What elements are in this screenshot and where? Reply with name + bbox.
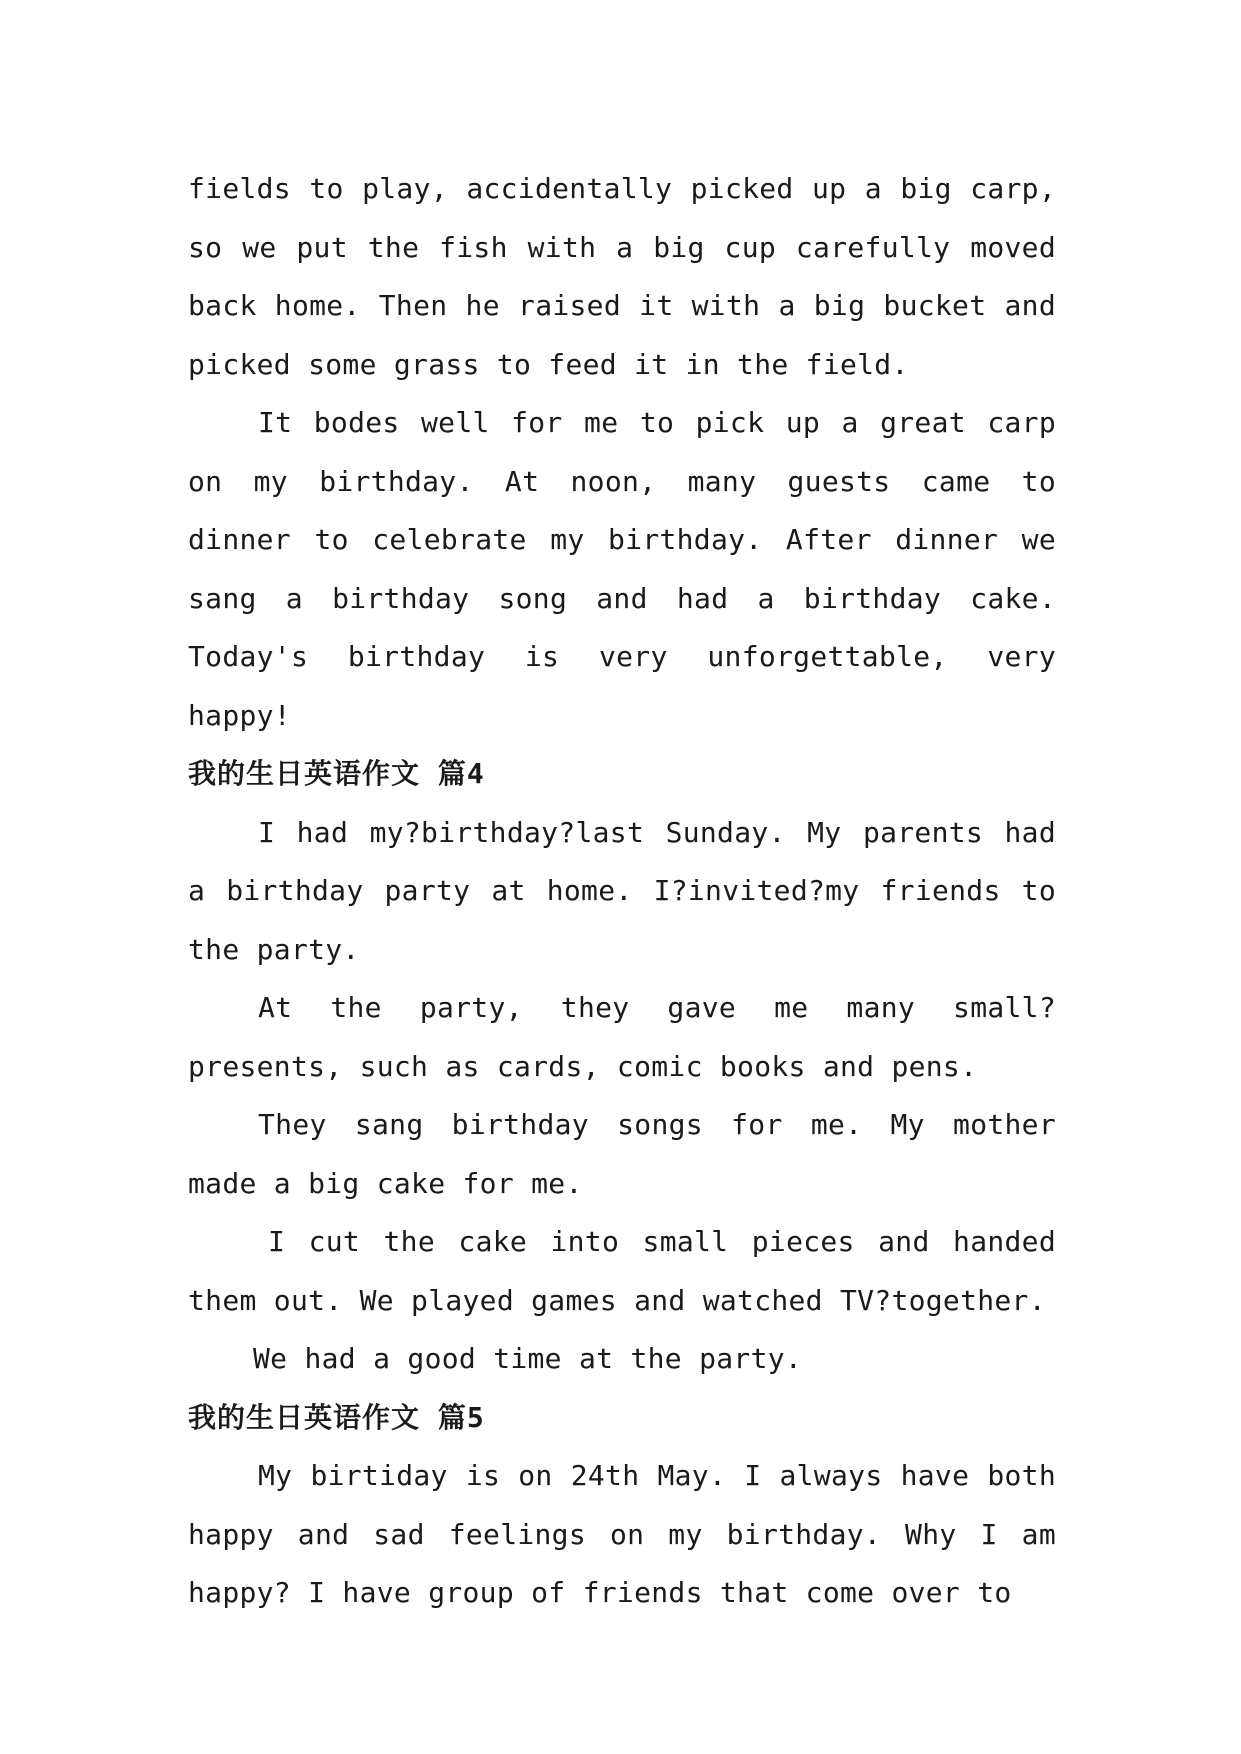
paragraph-carp-story: fields to play, accidentally picked up a big carp, so we put the fish with a big cup carefully moved back home. Then he raised it with a big bucket and picked some grass to feed it in the field.: [188, 172, 1056, 381]
paragraph-songs-cake: They sang birthday songs for me. My mother made a big cake for me.: [188, 1108, 1056, 1200]
paragraph-birthday-celebration: It bodes well for me to pick up a great carp on my birthday. At noon, many guests came to dinner to celebrate my birthday. After dinner we sang a birthday song and had a birthday cake. Today's birthday is very unforgettable, very happy!: [188, 406, 1056, 732]
document-page: [188, 160, 1056, 1623]
paragraph-last-sunday: I had my?birthday?last Sunday. My parents had a birthday party at home. I?invited?my friends to the party.: [188, 815, 1056, 966]
paragraph-good-time: We had a good time at the party.: [253, 1342, 803, 1375]
section-heading-essay-5: 我的生日英语作文 篇5: [188, 1400, 485, 1434]
section-heading-essay-4: 我的生日英语作文 篇4: [188, 757, 485, 790]
paragraph-birthday-may: My birtiday is on 24th May. I always have both happy and sad feelings on my birthday. Why I am happy? I have group of friends that come over to: [188, 1459, 1056, 1609]
paragraph-cut-cake: I cut the cake into small pieces and handed them out. We played games and watched TV?together.: [188, 1225, 1056, 1317]
paragraph-presents: At the party, they gave me many small?presents, such as cards, comic books and pens.: [188, 991, 1056, 1083]
